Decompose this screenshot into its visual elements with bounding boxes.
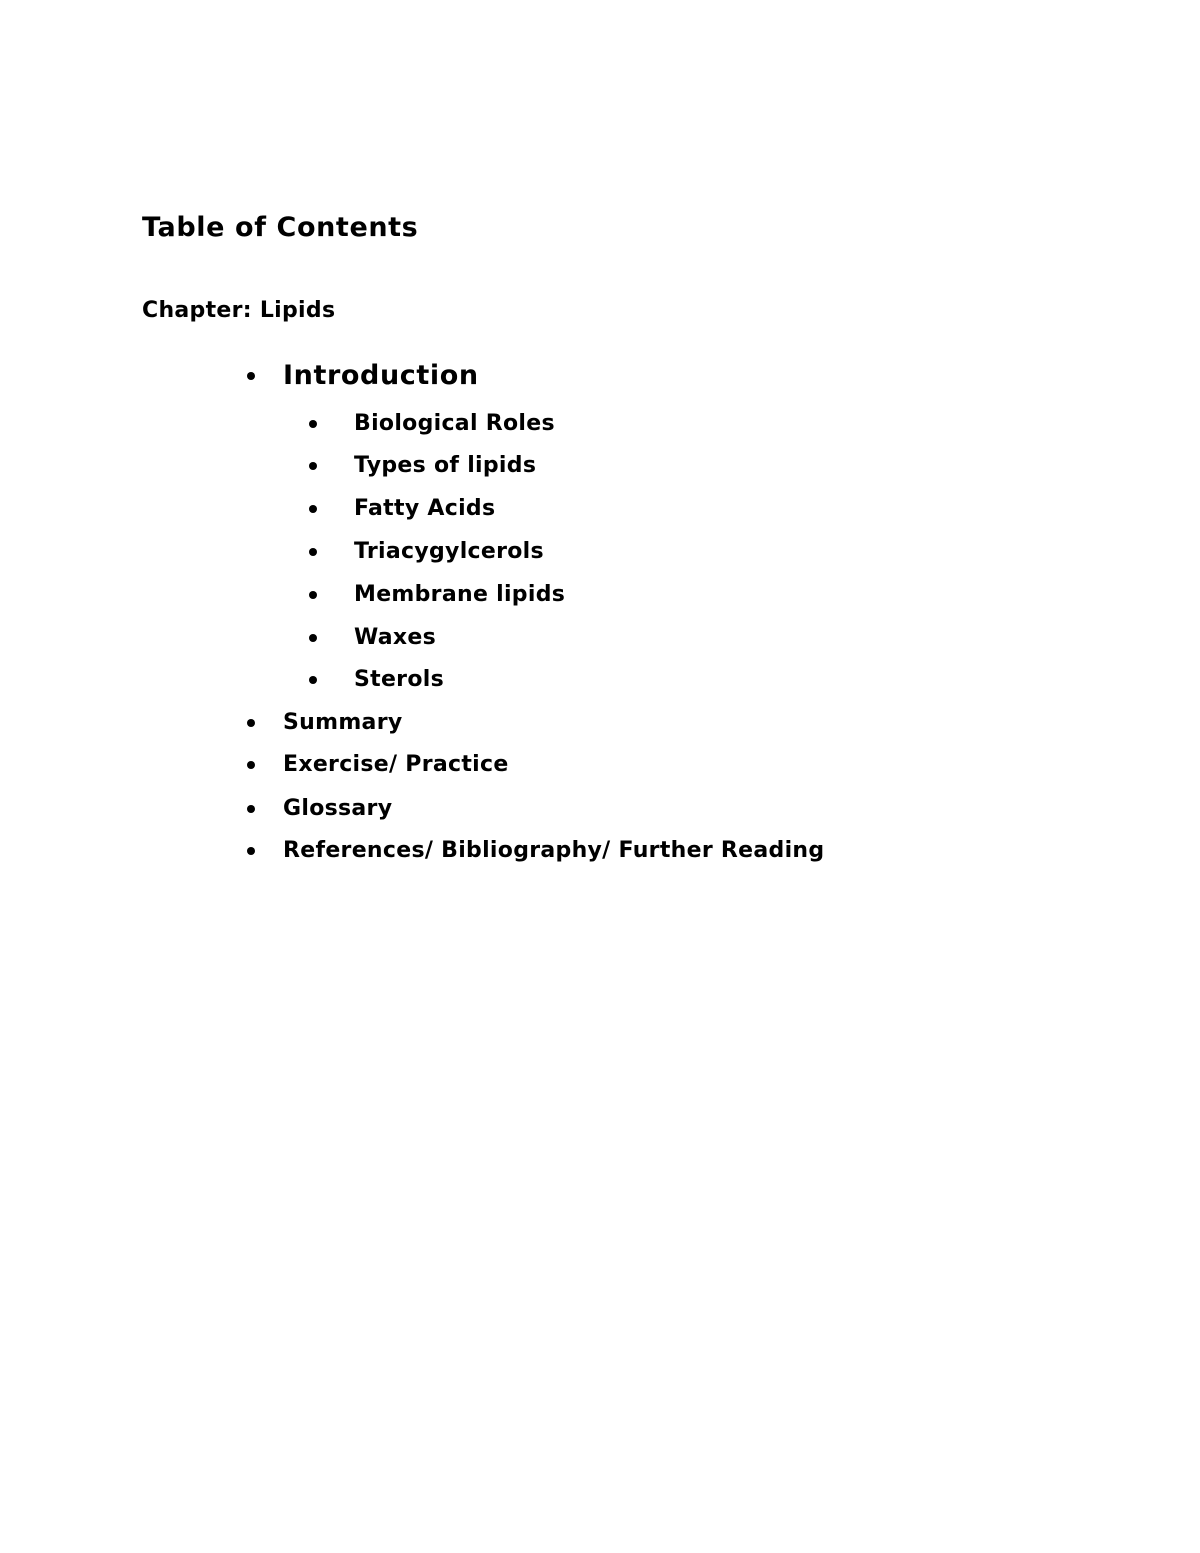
toc-item-label: Introduction xyxy=(283,360,479,391)
toc-item-label: Summary xyxy=(283,710,403,735)
bullet-icon xyxy=(247,805,255,813)
toc-subitem xyxy=(354,536,544,568)
toc-subitem xyxy=(354,450,536,482)
bullet-icon xyxy=(247,847,255,855)
toc-subitem-label: Types of lipids xyxy=(354,453,537,478)
bullet-icon xyxy=(247,719,255,727)
toc-subitem xyxy=(354,493,495,525)
bullet-icon xyxy=(309,634,317,642)
toc-subitem-label: Membrane lipids xyxy=(354,582,566,607)
bullet-icon xyxy=(309,548,317,556)
toc-item-exercise xyxy=(283,749,509,781)
toc-item-label: Glossary xyxy=(283,796,393,821)
toc-item-summary xyxy=(283,707,403,739)
toc-subitem xyxy=(354,408,555,440)
toc-subitem xyxy=(354,664,444,696)
toc-subitem-label: Waxes xyxy=(354,625,437,650)
toc-title: Table of Contents xyxy=(142,212,419,243)
toc-item-glossary xyxy=(283,793,392,825)
bullet-icon xyxy=(309,505,317,513)
toc-subitem-label: Fatty Acids xyxy=(354,496,496,521)
toc-subitem-label: Biological Roles xyxy=(354,411,555,436)
toc-item-introduction xyxy=(283,357,479,395)
toc-subitem-label: Triacygylcerols xyxy=(354,539,544,564)
toc-item-label: References/ Bibliography/ Further Reading xyxy=(283,838,825,863)
toc-item-references xyxy=(283,835,824,867)
toc-subitem-label: Sterols xyxy=(354,667,444,692)
toc-subitem xyxy=(354,579,565,611)
bullet-icon xyxy=(309,676,317,684)
bullet-icon xyxy=(247,372,255,380)
bullet-icon xyxy=(247,761,255,769)
chapter-heading: Chapter: Lipids xyxy=(142,298,336,323)
bullet-icon xyxy=(309,462,317,470)
toc-subitem xyxy=(354,622,436,654)
bullet-icon xyxy=(309,591,317,599)
bullet-icon xyxy=(309,420,317,428)
toc-item-label: Exercise/ Practice xyxy=(283,752,509,777)
